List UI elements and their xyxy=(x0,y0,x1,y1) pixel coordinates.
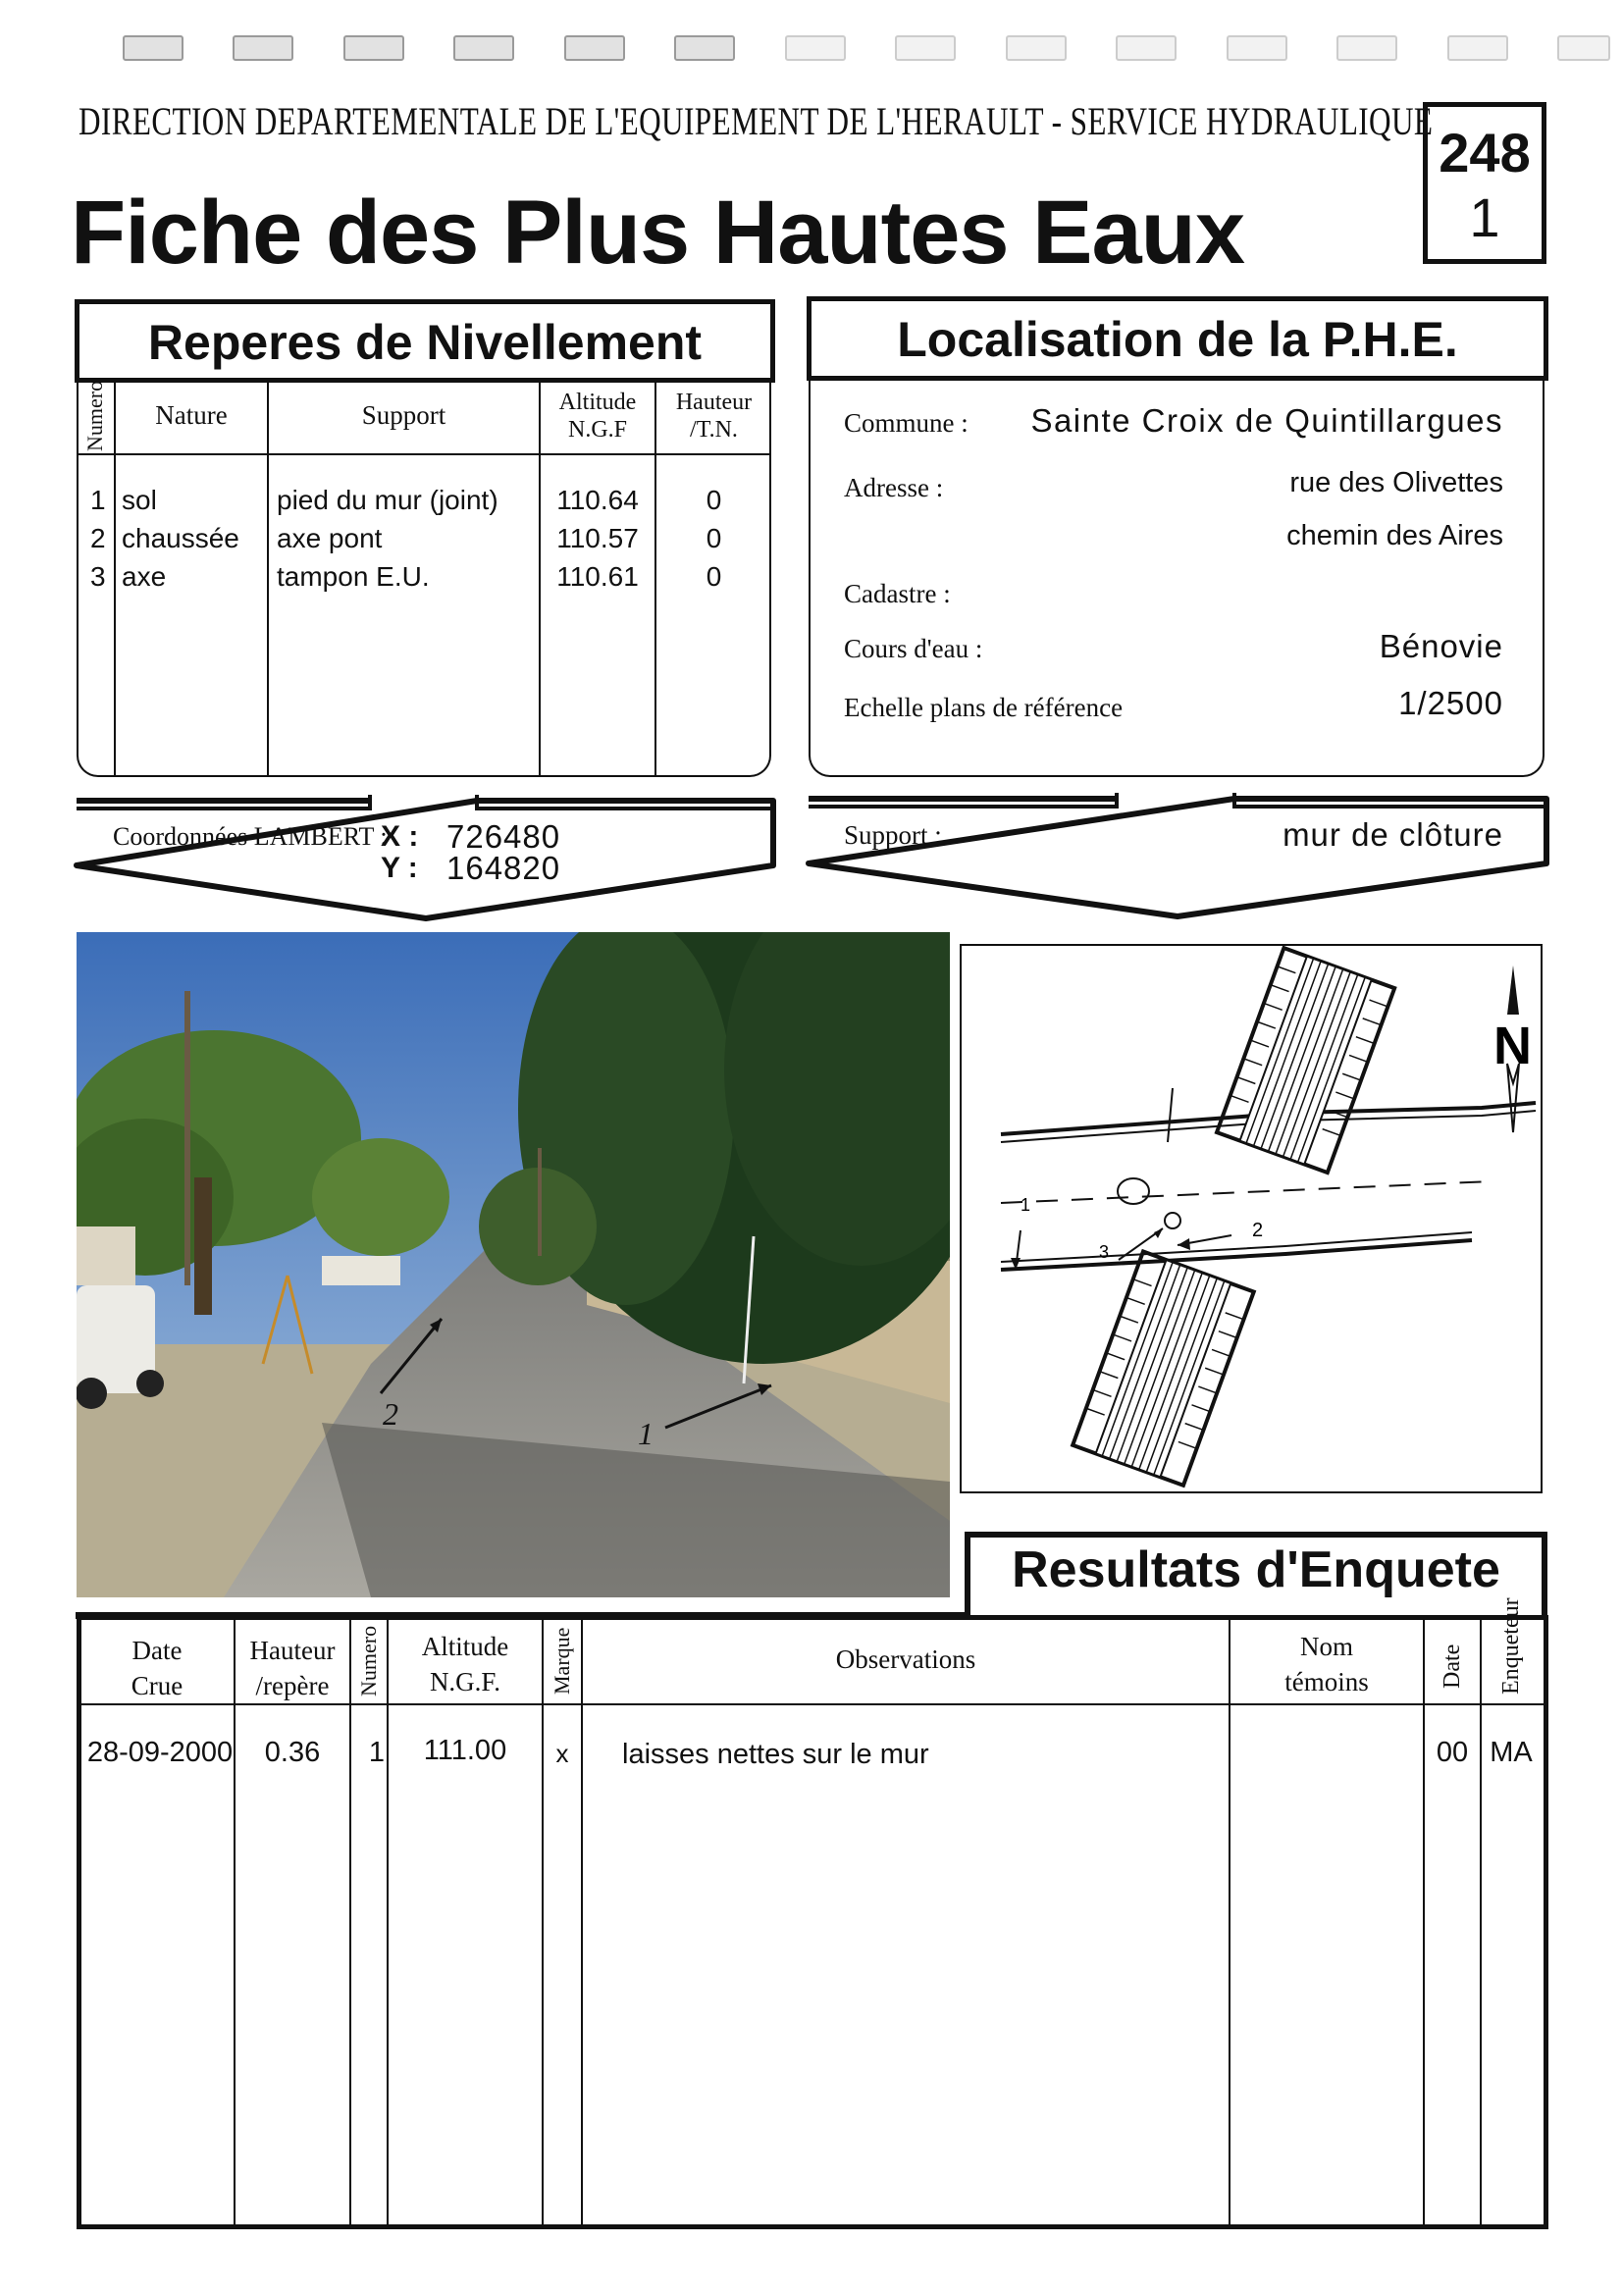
sheet-number: 248 xyxy=(1439,122,1531,183)
coordinates-arrow-box xyxy=(71,795,781,927)
row-date-enquete: 00 xyxy=(1436,1737,1469,1768)
page-title: Fiche des Plus Hautes Eaux xyxy=(71,183,1245,283)
binder-hole xyxy=(1557,35,1610,61)
row-nature: sol xyxy=(122,485,157,515)
col-hauteur-line2: /T.N. xyxy=(690,417,738,443)
col-hauteur-line1: Hauteur xyxy=(675,390,753,415)
binder-hole xyxy=(1006,35,1067,61)
col-observations: Observations xyxy=(835,1644,976,1674)
photo-mark-1: 1 xyxy=(638,1416,654,1451)
adresse-line2: chemin des Aires xyxy=(1286,520,1503,551)
col-nom-temoins-line2: témoins xyxy=(1284,1667,1369,1696)
row-enqueteur: MA xyxy=(1490,1737,1533,1768)
row-altitude: 110.61 xyxy=(556,561,639,592)
x-value: 726480 xyxy=(446,818,561,855)
col-altitude-ngf xyxy=(389,1629,542,1699)
binder-hole xyxy=(343,35,404,61)
plan-mark-2: 2 xyxy=(1252,1220,1264,1241)
coord-label: Coordonnées LAMBERT : xyxy=(113,822,388,851)
location-plan xyxy=(960,944,1543,1493)
localisation-title-box xyxy=(807,296,1548,381)
col-date-crue-line1: Date xyxy=(131,1636,183,1665)
row-numero: 1 xyxy=(368,1737,385,1768)
binder-hole xyxy=(1447,35,1508,61)
support-value: mur de clôture xyxy=(1283,816,1503,853)
row-altitude: 110.57 xyxy=(556,523,639,553)
col-nature: Nature xyxy=(155,400,228,430)
col-hauteur-repere-line2: /repère xyxy=(255,1671,330,1700)
binder-hole xyxy=(1116,35,1177,61)
adresse-label: Adresse : xyxy=(844,473,944,502)
col-enqueteur: Enqueteur xyxy=(1498,1597,1524,1696)
col-date-crue xyxy=(80,1633,234,1703)
localisation-title: Localisation de la P.H.E. xyxy=(897,312,1458,367)
direction-header: DIRECTION DEPARTEMENTALE DE L'EQUIPEMENT DE L'HERAULT - SERVICE HYDRAULIQUE xyxy=(79,99,1434,143)
row-support: pied du mur (joint) xyxy=(277,485,498,515)
row-num: 2 xyxy=(90,523,106,553)
binder-hole xyxy=(1227,35,1287,61)
cadastre-label: Cadastre : xyxy=(844,579,951,608)
binder-hole xyxy=(895,35,956,61)
col-hauteur-repere-line1: Hauteur xyxy=(249,1636,336,1665)
binder-hole xyxy=(564,35,625,61)
photo-mark-2: 2 xyxy=(383,1396,398,1432)
binder-hole xyxy=(1336,35,1397,61)
col-numero: Numero xyxy=(356,1625,381,1697)
row-altitude: 110.64 xyxy=(556,485,639,515)
col-altitude-ngf-line2: N.G.F. xyxy=(429,1667,501,1696)
col-nom-temoins-line1: Nom xyxy=(1300,1632,1353,1661)
resultats-title: Resultats d'Enquete xyxy=(1012,1541,1500,1598)
sheet-number-box xyxy=(1423,102,1546,264)
row-nature: chaussée xyxy=(122,523,239,553)
plan-mark-1: 1 xyxy=(1021,1195,1031,1215)
y-label: Y : xyxy=(381,852,418,884)
binder-hole xyxy=(123,35,183,61)
binder-hole xyxy=(233,35,293,61)
col-hauteur-repere xyxy=(236,1633,349,1703)
site-photo xyxy=(77,932,950,1597)
row-num: 1 xyxy=(90,485,106,515)
row-hauteur: 0 xyxy=(706,485,722,515)
plan-mark-3: 3 xyxy=(1099,1242,1110,1262)
echelle-label: Echelle plans de référence xyxy=(844,693,1124,722)
support-arrow-box xyxy=(803,793,1554,925)
north-letter: N xyxy=(1493,1017,1532,1075)
col-nom-temoins xyxy=(1230,1629,1423,1699)
row-marque: x xyxy=(555,1739,569,1768)
row-date: 28-09-2000 xyxy=(86,1737,234,1768)
binder-hole xyxy=(453,35,514,61)
row-hauteur: 0 xyxy=(706,561,722,592)
reperes-title: Reperes de Nivellement xyxy=(147,315,703,370)
commune-value: Sainte Croix de Quintillargues xyxy=(1030,402,1503,439)
resultats-table xyxy=(77,1615,1548,2229)
col-support: Support xyxy=(361,400,446,430)
y-value: 164820 xyxy=(446,850,561,886)
row-hauteur: 0 xyxy=(706,523,722,553)
col-altitude-line2: N.G.F xyxy=(567,417,627,443)
col-numero: Numero xyxy=(82,380,107,451)
cours-label: Cours d'eau : xyxy=(844,634,983,663)
row-altitude: 111.00 xyxy=(423,1735,507,1766)
reperes-title-box xyxy=(75,299,775,383)
row-nature: axe xyxy=(122,561,167,592)
support-label: Support : xyxy=(844,820,942,850)
col-date-enquete: Date xyxy=(1440,1644,1465,1689)
binder-hole xyxy=(785,35,846,61)
col-marque: Marque xyxy=(550,1627,574,1696)
row-observations: laisses nettes sur le mur xyxy=(622,1739,929,1770)
sheet-sub-number: 1 xyxy=(1469,186,1500,248)
commune-label: Commune : xyxy=(844,408,969,438)
row-support: axe pont xyxy=(277,523,383,553)
cours-value: Bénovie xyxy=(1379,628,1503,664)
col-hauteur xyxy=(656,389,771,444)
row-hauteur: 0.36 xyxy=(264,1737,321,1768)
x-label: X : xyxy=(381,820,419,853)
adresse-line1: rue des Olivettes xyxy=(1289,467,1503,498)
echelle-value: 1/2500 xyxy=(1398,685,1503,721)
col-altitude-line1: Altitude xyxy=(558,390,637,415)
row-num: 3 xyxy=(90,561,106,592)
col-altitude-ngf-line1: Altitude xyxy=(421,1632,509,1661)
binder-hole xyxy=(674,35,735,61)
col-altitude xyxy=(541,389,654,444)
row-support: tampon E.U. xyxy=(277,561,430,592)
col-date-crue-line2: Crue xyxy=(131,1671,183,1700)
